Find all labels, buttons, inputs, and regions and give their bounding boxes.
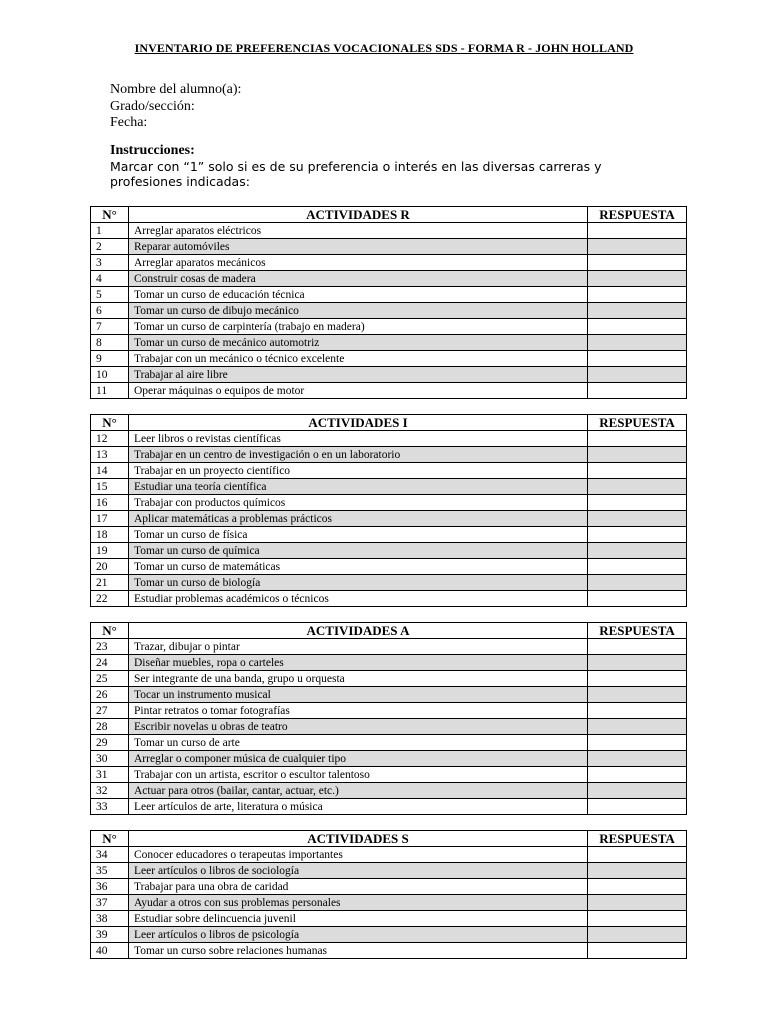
activity-number: 12 — [91, 431, 129, 447]
activity-number: 27 — [91, 703, 129, 719]
response-cell[interactable] — [588, 767, 687, 783]
activity-number: 13 — [91, 447, 129, 463]
activity-number: 4 — [91, 271, 129, 287]
activity-text: Trabajar con un artista, escritor o escultor talentoso — [129, 767, 588, 783]
activity-row — [91, 735, 687, 751]
number-header: N° — [91, 623, 129, 639]
activity-row — [91, 575, 687, 591]
activity-number: 26 — [91, 687, 129, 703]
grade-section-label: Grado/sección: — [110, 98, 195, 114]
activity-text: Tomar un curso de carpintería (trabajo en madera) — [129, 319, 588, 335]
activity-text: Trabajar con productos químicos — [129, 495, 588, 511]
response-cell[interactable] — [588, 927, 687, 943]
response-cell[interactable] — [588, 575, 687, 591]
activity-number: 28 — [91, 719, 129, 735]
response-cell[interactable] — [588, 687, 687, 703]
response-cell[interactable] — [588, 351, 687, 367]
response-cell[interactable] — [588, 447, 687, 463]
activity-text: Leer artículos o libros de sociología — [129, 863, 588, 879]
response-cell[interactable] — [588, 223, 687, 239]
response-cell[interactable] — [588, 943, 687, 959]
activity-row — [91, 495, 687, 511]
activity-text: Aplicar matemáticas a problemas prácticos — [129, 511, 588, 527]
response-cell[interactable] — [588, 431, 687, 447]
activity-number: 29 — [91, 735, 129, 751]
response-header: RESPUESTA — [588, 207, 687, 223]
response-cell[interactable] — [588, 703, 687, 719]
activity-number: 11 — [91, 383, 129, 399]
response-cell[interactable] — [588, 463, 687, 479]
activity-number: 18 — [91, 527, 129, 543]
activity-number: 3 — [91, 255, 129, 271]
activity-text: Leer libros o revistas científicas — [129, 431, 588, 447]
instructions-title: Instrucciones: — [110, 143, 195, 158]
activity-text: Leer artículos o libros de psicología — [129, 927, 588, 943]
response-cell[interactable] — [588, 319, 687, 335]
section-header-row — [91, 623, 687, 639]
activity-row — [91, 383, 687, 399]
activity-row — [91, 671, 687, 687]
activity-row — [91, 479, 687, 495]
response-cell[interactable] — [588, 479, 687, 495]
number-header: N° — [91, 831, 129, 847]
activity-row — [91, 223, 687, 239]
activity-number: 8 — [91, 335, 129, 351]
activity-text: Tomar un curso de química — [129, 543, 588, 559]
activity-text: Tocar un instrumento musical — [129, 687, 588, 703]
response-cell[interactable] — [588, 495, 687, 511]
activity-text: Trabajar en un centro de investigación o en un laboratorio — [129, 447, 588, 463]
activity-row — [91, 719, 687, 735]
activity-number: 39 — [91, 927, 129, 943]
activity-row — [91, 847, 687, 863]
activity-text: Trabajar en un proyecto científico — [129, 463, 588, 479]
activity-row — [91, 543, 687, 559]
activity-text: Reparar automóviles — [129, 239, 588, 255]
response-cell[interactable] — [588, 895, 687, 911]
activity-text: Construir cosas de madera — [129, 271, 588, 287]
response-cell[interactable] — [588, 671, 687, 687]
activity-row — [91, 911, 687, 927]
activity-text: Arreglar aparatos eléctricos — [129, 223, 588, 239]
activity-text: Arreglar o componer música de cualquier tipo — [129, 751, 588, 767]
activity-text: Ayudar a otros con sus problemas personales — [129, 895, 588, 911]
activity-number: 15 — [91, 479, 129, 495]
activity-number: 31 — [91, 767, 129, 783]
activity-row — [91, 687, 687, 703]
response-cell[interactable] — [588, 335, 687, 351]
activity-text: Actuar para otros (bailar, cantar, actuar, etc.) — [129, 783, 588, 799]
activity-number: 16 — [91, 495, 129, 511]
response-cell[interactable] — [588, 367, 687, 383]
activity-row — [91, 255, 687, 271]
activity-row — [91, 335, 687, 351]
activity-row — [91, 639, 687, 655]
activity-text: Conocer educadores o terapeutas importantes — [129, 847, 588, 863]
instructions-text: Marcar con “1” solo si es de su preferencia o interés en las diversas carreras y profesiones indicadas: — [110, 159, 602, 189]
activity-number: 35 — [91, 863, 129, 879]
section-title: ACTIVIDADES R — [129, 207, 588, 223]
section-header-row — [91, 415, 687, 431]
activity-text: Escribir novelas u obras de teatro — [129, 719, 588, 735]
activity-number: 19 — [91, 543, 129, 559]
activity-row — [91, 527, 687, 543]
response-cell[interactable] — [588, 303, 687, 319]
activity-text: Ser integrante de una banda, grupo u orquesta — [129, 671, 588, 687]
activity-row — [91, 943, 687, 959]
activity-number: 38 — [91, 911, 129, 927]
activity-number: 9 — [91, 351, 129, 367]
response-header: RESPUESTA — [588, 415, 687, 431]
response-cell[interactable] — [588, 879, 687, 895]
activity-row — [91, 879, 687, 895]
activity-number: 6 — [91, 303, 129, 319]
activity-number: 2 — [91, 239, 129, 255]
response-cell[interactable] — [588, 639, 687, 655]
activity-row — [91, 559, 687, 575]
document-title: INVENTARIO DE PREFERENCIAS VOCACIONALES SDS - FORMA R - JOHN HOLLAND — [134, 41, 634, 55]
activity-row — [91, 895, 687, 911]
activity-text: Diseñar muebles, ropa o carteles — [129, 655, 588, 671]
response-cell[interactable] — [588, 287, 687, 303]
section-table-r — [90, 206, 687, 399]
activity-row — [91, 927, 687, 943]
response-cell[interactable] — [588, 751, 687, 767]
response-cell[interactable] — [588, 383, 687, 399]
activity-text: Estudiar sobre delincuencia juvenil — [129, 911, 588, 927]
activity-row — [91, 783, 687, 799]
activity-number: 30 — [91, 751, 129, 767]
activity-row — [91, 351, 687, 367]
response-cell[interactable] — [588, 655, 687, 671]
activity-text: Trabajar al aire libre — [129, 367, 588, 383]
activity-number: 33 — [91, 799, 129, 815]
response-header: RESPUESTA — [588, 831, 687, 847]
activity-number: 25 — [91, 671, 129, 687]
activity-text: Estudiar problemas académicos o técnicos — [129, 591, 588, 607]
number-header: N° — [91, 207, 129, 223]
response-cell[interactable] — [588, 239, 687, 255]
activity-text: Tomar un curso de física — [129, 527, 588, 543]
activity-text: Trabajar para una obra de caridad — [129, 879, 588, 895]
activity-text: Operar máquinas o equipos de motor — [129, 383, 588, 399]
activity-row — [91, 319, 687, 335]
activity-text: Tomar un curso de educación técnica — [129, 287, 588, 303]
response-cell[interactable] — [588, 527, 687, 543]
student-name-label: Nombre del alumno(a): — [110, 82, 242, 97]
activity-row — [91, 463, 687, 479]
section-title: ACTIVIDADES I — [129, 415, 588, 431]
response-cell[interactable] — [588, 799, 687, 815]
section-table-a — [90, 622, 687, 815]
activity-text: Tomar un curso sobre relaciones humanas — [129, 943, 588, 959]
activity-row — [91, 511, 687, 527]
activity-text: Arreglar aparatos mecánicos — [129, 255, 588, 271]
section-title: ACTIVIDADES S — [129, 831, 588, 847]
activity-text: Pintar retratos o tomar fotografías — [129, 703, 588, 719]
section-table-s — [90, 830, 687, 959]
response-cell[interactable] — [588, 255, 687, 271]
activity-number: 17 — [91, 511, 129, 527]
activity-number: 36 — [91, 879, 129, 895]
activity-number: 20 — [91, 559, 129, 575]
section-header-row — [91, 831, 687, 847]
activity-row — [91, 703, 687, 719]
instructions — [110, 143, 670, 189]
activity-text: Tomar un curso de arte — [129, 735, 588, 751]
activity-number: 23 — [91, 639, 129, 655]
number-header: N° — [91, 415, 129, 431]
response-cell[interactable] — [588, 847, 687, 863]
activity-number: 34 — [91, 847, 129, 863]
activity-row — [91, 767, 687, 783]
response-cell[interactable] — [588, 511, 687, 527]
activity-text: Estudiar una teoría científica — [129, 479, 588, 495]
activity-number: 10 — [91, 367, 129, 383]
activity-row — [91, 799, 687, 815]
activity-text: Tomar un curso de mecánico automotriz — [129, 335, 588, 351]
activity-text: Tomar un curso de matemáticas — [129, 559, 588, 575]
activity-row — [91, 431, 687, 447]
activity-number: 14 — [91, 463, 129, 479]
response-header: RESPUESTA — [588, 623, 687, 639]
activity-row — [91, 655, 687, 671]
activity-number: 7 — [91, 319, 129, 335]
student-fields — [110, 82, 241, 132]
activity-number: 21 — [91, 575, 129, 591]
response-cell[interactable] — [588, 559, 687, 575]
activity-row — [91, 751, 687, 767]
activity-number: 32 — [91, 783, 129, 799]
activity-row — [91, 303, 687, 319]
activity-text: Tomar un curso de biología — [129, 575, 588, 591]
activity-number: 24 — [91, 655, 129, 671]
section-title: ACTIVIDADES A — [129, 623, 588, 639]
activity-row — [91, 287, 687, 303]
section-table-i — [90, 414, 687, 607]
activity-row — [91, 863, 687, 879]
section-header-row — [91, 207, 687, 223]
activity-number: 22 — [91, 591, 129, 607]
activity-number: 40 — [91, 943, 129, 959]
activity-text: Trabajar con un mecánico o técnico excelente — [129, 351, 588, 367]
activity-number: 1 — [91, 223, 129, 239]
response-cell[interactable] — [588, 719, 687, 735]
activity-text: Tomar un curso de dibujo mecánico — [129, 303, 588, 319]
activity-row — [91, 271, 687, 287]
activity-text: Trazar, dibujar o pintar — [129, 639, 588, 655]
activity-row — [91, 447, 687, 463]
date-label: Fecha: — [110, 115, 148, 130]
response-cell[interactable] — [588, 911, 687, 927]
activity-number: 37 — [91, 895, 129, 911]
activity-number: 5 — [91, 287, 129, 303]
response-cell[interactable] — [588, 783, 687, 799]
response-cell[interactable] — [588, 863, 687, 879]
response-cell[interactable] — [588, 591, 687, 607]
response-cell[interactable] — [588, 543, 687, 559]
response-cell[interactable] — [588, 735, 687, 751]
activity-row — [91, 591, 687, 607]
activity-row — [91, 239, 687, 255]
activity-row — [91, 367, 687, 383]
activity-text: Leer artículos de arte, literatura o música — [129, 799, 588, 815]
response-cell[interactable] — [588, 271, 687, 287]
